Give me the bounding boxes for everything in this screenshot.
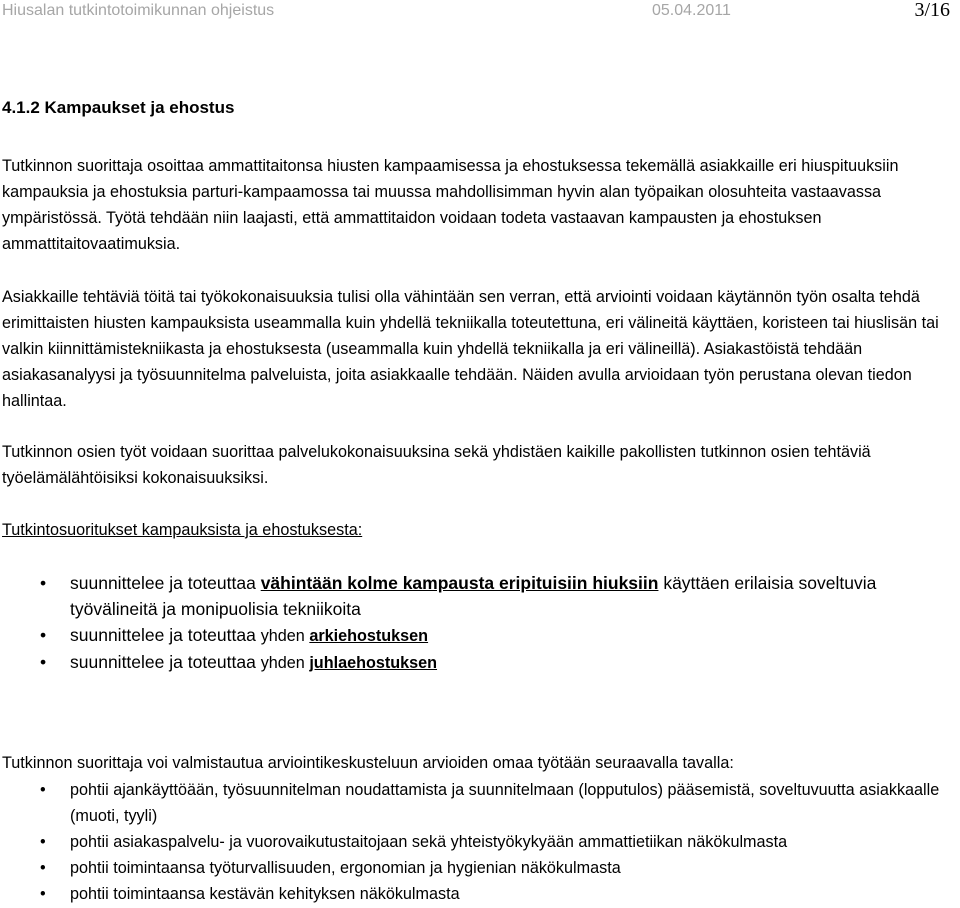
- performances-list: [0, 570, 958, 676]
- list-item: [0, 855, 958, 881]
- page-number: 3/16: [914, 0, 950, 21]
- performances-heading: Tutkintosuoritukset kampauksista ja ehostuksesta:: [2, 521, 363, 539]
- list-item: [0, 829, 958, 855]
- list-item-text: pohtii toimintaansa työturvallisuuden, ergonomian ja hygienian näkökulmasta: [70, 859, 621, 877]
- item-count: yhden: [260, 627, 310, 645]
- bullet-icon: •: [40, 833, 46, 851]
- bullet-icon: •: [40, 781, 46, 799]
- list-item: [0, 570, 958, 622]
- bullet-icon: •: [40, 625, 47, 645]
- paragraph-intro: Tutkinnon suorittaja osoittaa ammattitaitonsa hiusten kampaamisessa ja ehostuksessa tekemällä asiakkaille eri hiuspituuksiin kampauksia ja ehostuksia parturi-kampaamossa tai muussa mahdollisimman hyvin alan työpaikan olosuhteita vastaavassa ympäristössä. Työtä tehdään niin laajasti, että ammattitaidon voidaan todeta vastaavan kampausten ja ehostuksen ammattitaitovaatimuksia.: [2, 157, 899, 253]
- item-suffix: käyttäen erilaisia soveltuvia työvälineitä ja monipuolisia tekniikoita: [70, 573, 877, 619]
- bullet-icon: •: [40, 652, 47, 672]
- list-item: [0, 777, 958, 829]
- item-prefix: suunnittelee ja toteuttaa: [70, 573, 261, 593]
- item-prefix: suunnittelee ja toteuttaa: [70, 652, 261, 672]
- item-emphasis: juhlaehostuksen: [309, 654, 438, 672]
- list-item-text: pohtii ajankäyttöään, työsuunnitelman noudattamista ja suunnitelmaan (lopputulos) pääsemistä, soveltuvuutta asiakkaalle (muoti, tyyli): [70, 781, 940, 825]
- item-count: yhden: [260, 654, 310, 672]
- paragraph-assessment: Asiakkaille tehtäviä töitä tai työkokonaisuuksia tulisi olla vähintään sen verran, että arviointi voidaan käytännön työn osalta tehdä erimittaisten hiusten kampauksista useammalla kuin yhdellä tekniikalla toteutettuna, eri välineitä käyttäen, koristeen tai hiuslisän tai valkin kiinnittämistekniikasta ja ehostuksesta (useammalla kuin yhdellä tekniikalla ja eri välineillä). Asiakastöistä tehdään asiakasanalyysi ja työsuunnitelma palveluista, joita asiakkaalle tehdään. Näiden avulla arvioidaan työn perustana olevan tiedon hallintaa.: [2, 288, 939, 410]
- bullet-icon: •: [40, 573, 47, 593]
- paragraph-modules: Tutkinnon osien työt voidaan suorittaa palvelukokonaisuuksina sekä yhdistäen kaikille pakollisten tutkinnon osien tehtäviä työelämälähtöisiksi kokonaisuuksiksi.: [2, 443, 871, 487]
- list-item-text: pohtii toimintaansa kestävän kehityksen näkökulmasta: [70, 885, 460, 903]
- header-date: 05.04.2011: [652, 2, 731, 19]
- page-header: [2, 2, 954, 26]
- header-organization: Hiusalan tutkintotoimikunnan ohjeistus: [2, 2, 275, 19]
- self-evaluation-intro: Tutkinnon suorittaja voi valmistautua arviointikeskusteluun arvioiden omaa työtään seuraavalla tavalla:: [2, 754, 734, 772]
- item-prefix: suunnittelee ja toteuttaa: [70, 625, 261, 645]
- item-emphasis: arkiehostuksen: [309, 627, 429, 645]
- bullet-icon: •: [40, 859, 46, 877]
- item-emphasis: vähintään kolme kampausta eripituisiin hiuksiin: [260, 573, 659, 593]
- list-item-text: pohtii asiakaspalvelu- ja vuorovaikutustaitojaan sekä yhteistyökykyään ammattietiikan näkökulmasta: [70, 833, 788, 851]
- section-title: 4.1.2 Kampaukset ja ehostus: [2, 98, 235, 117]
- self-evaluation-list: [0, 777, 958, 907]
- list-item: [0, 881, 958, 907]
- bullet-icon: •: [40, 885, 46, 903]
- list-item: [0, 649, 958, 676]
- list-item: [0, 622, 958, 649]
